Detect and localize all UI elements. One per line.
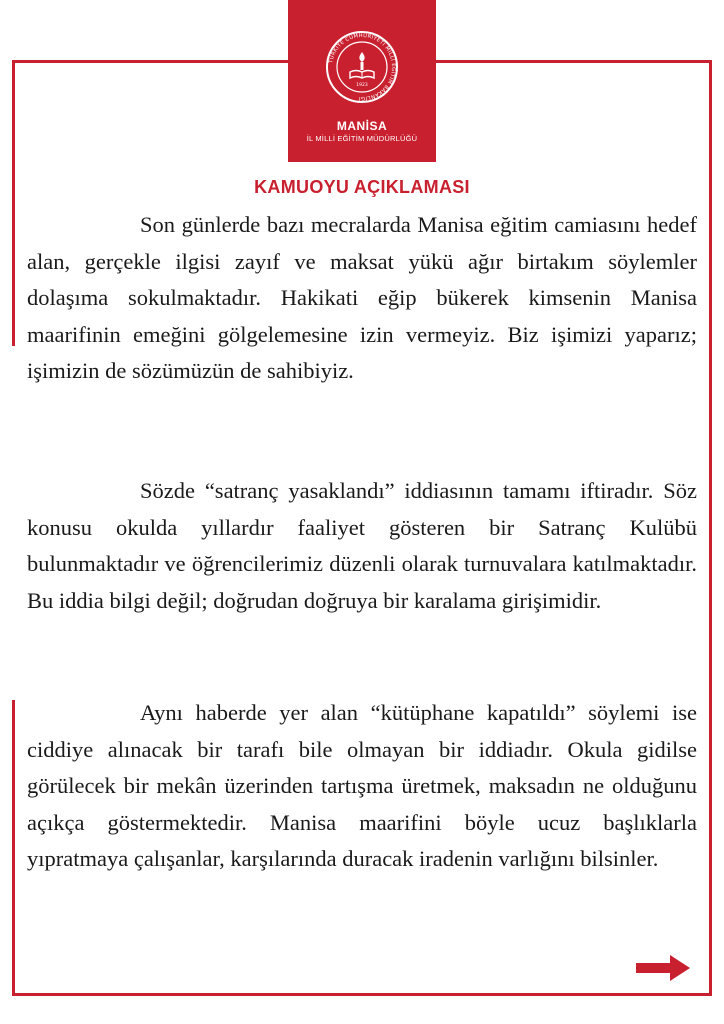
ministry-seal-icon bbox=[325, 30, 399, 104]
organization-name: İL MİLLİ EĞİTİM MÜDÜRLÜĞÜ bbox=[306, 134, 418, 143]
arrow-right-icon[interactable] bbox=[634, 952, 692, 984]
frame-top-right bbox=[436, 60, 712, 63]
frame-left-lower bbox=[12, 700, 15, 996]
frame-right bbox=[709, 60, 712, 996]
svg-text:TÜRKİYE CUMHURİYETİ MİLLİ EĞİT: TÜRKİYE CUMHURİYETİ MİLLİ EĞİTİM BAKANLIĞI bbox=[328, 32, 397, 102]
header-banner bbox=[288, 0, 436, 162]
paragraph-2: Sözde “satranç yasaklandı” iddiasının tamamı iftiradır. Söz konusu okulda yıllardır faaliyet gösteren bir Satranç Kulübü bulunmaktadır ve öğrencilerimiz düzenli olarak turnuvalara katılmaktadır. Bu iddia bilgi değil; doğrudan doğruya bir karalama girişimidir. bbox=[27, 478, 697, 613]
paragraph-1: Son günlerde bazı mecralarda Manisa eğitim camiasını hedef alan, gerçekle ilgisi zayıf ve maksat yükü ağır birtakım söylemler dolaşıma sokulmaktadır. Hakikati eğip bükerek kimsenin Manisa maarifinin emeğini gölgelemesine izin vermeyiz. Biz işimizi yaparız; işimizin de sözümüzün de sahibiyiz. bbox=[27, 212, 697, 384]
frame-bottom bbox=[12, 993, 712, 996]
document-title: KAMUOYU AÇIKLAMASI bbox=[254, 177, 470, 197]
svg-text:1923: 1923 bbox=[356, 83, 368, 88]
city-name: MANİSA bbox=[336, 119, 388, 133]
paragraph-3: Aynı haberde yer alan “kütüphane kapatıldı” söylemi ise ciddiye alınacak bir tarafı bile olmayan bir iddiadır. Okula gidilse görülecek bir mekân üzerinden tartışma üretmek, maksadın ne olduğunu açıkça göstermektedir. Manisa maarifini böyle ucuz başlıklarla yıpratmaya çalışanlar, karşılarında duracak iradenin varlığını bilsinler. bbox=[27, 700, 697, 872]
frame-left-upper bbox=[12, 60, 15, 346]
frame-top-left bbox=[12, 60, 288, 63]
